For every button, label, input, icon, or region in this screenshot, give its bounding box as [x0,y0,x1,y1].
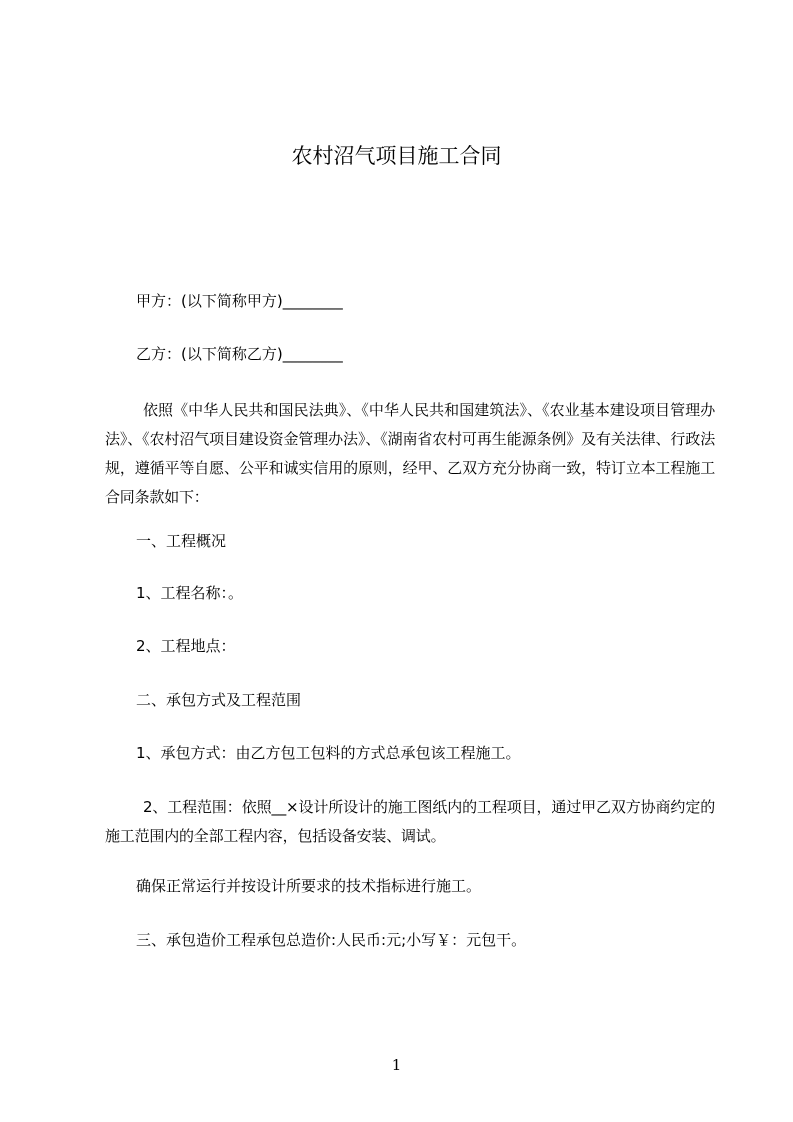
section-3-heading: 三、承包造价工程承包总造价:人民币:元;小写￥：元包干。 [136,931,527,949]
page-number: 1 [391,1056,402,1074]
party-b-line: 乙方：(以下简称乙方)________ [136,345,343,363]
item-ensure-operation: 确保正常运行并按设计所要求的技术指标进行施工。 [136,877,482,895]
section-1-heading: 一、工程概况 [136,532,227,550]
party-a-line: 甲方：(以下简称甲方)________ [136,292,343,310]
section-2-heading: 二、承包方式及工程范围 [136,691,302,709]
item-project-scope: 2、工程范围：依照__×设计所设计的施工图纸内的工程项目，通过甲乙双方协商约定的施工范围内的全部工程内容，包括设备安装、调试。 [105,798,715,845]
item-project-location: 2、工程地点： [136,637,236,655]
item-contract-method: 1、承包方式：由乙方包工包料的方式总承包该工程施工。 [136,744,521,762]
document-title: 农村沼气项目施工合同 [291,144,502,168]
item-project-name: 1、工程名称：。 [136,584,244,602]
intro-paragraph: 依照《中华人民共和国民法典》、《中华人民共和国建筑法》、《农业基本建设项目管理办法》、《农村沼气项目建设资金管理办法》、《湖南省农村可再生能源条例》及有关法律、行政法规，遵循平等自愿、公平和诚实信用的原则，经甲、乙双方充分协商一致，特订立本工程施工合同条款如下： [105,401,715,506]
